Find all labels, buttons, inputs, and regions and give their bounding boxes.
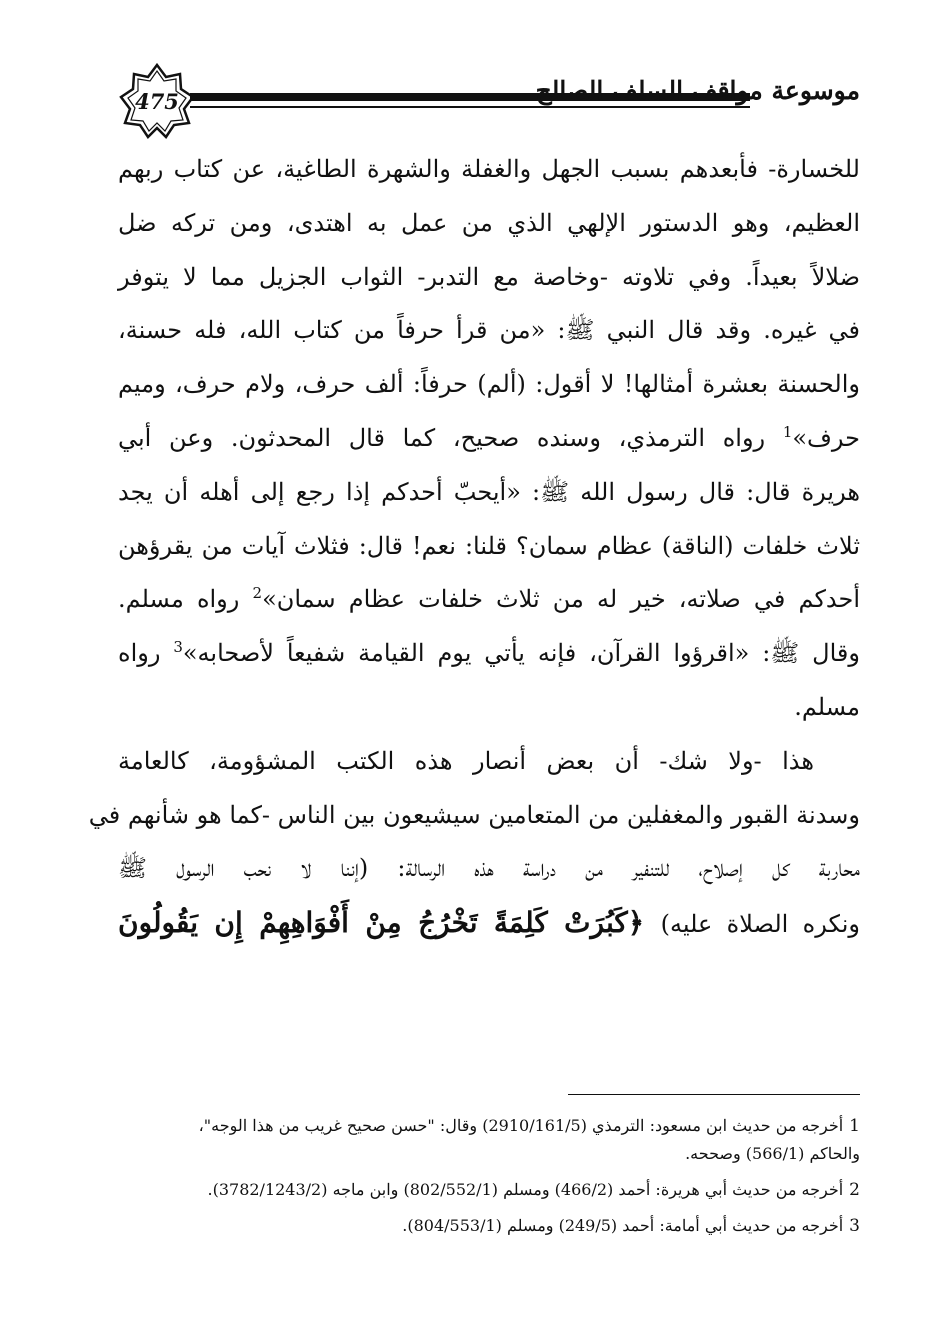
text-line xyxy=(118,573,860,627)
text-line: في غيره. وقد قال النبي ﷺ: «من قرأ حرفاً من كتاب الله، فله حسنة، xyxy=(118,316,861,345)
text-line: محاربة كل إصلاح، للتنفير من دراسة هذه الرسالة: (إننا لا نحب الرسول ﷺ xyxy=(118,854,860,883)
header-rule-thin xyxy=(190,106,750,108)
footnote-number: 3 xyxy=(849,1216,860,1236)
page-header xyxy=(118,62,860,142)
footnote-ref: 3 xyxy=(173,638,183,657)
footnote-line xyxy=(118,1112,860,1140)
text-segment: ونكره الصلاة عليه) xyxy=(660,910,860,939)
text-line: هذا -ولا شك- أن بعض أنصار هذه الكتب المشؤومة، كالعامة xyxy=(118,746,814,775)
footnote-line xyxy=(118,1212,860,1240)
footnote-text: أخرجه من حديث أبي هريرة: أحمد (466/2) ومسلم (802/552/1) وابن ماجه (3782/1243/2). xyxy=(207,1180,844,1199)
text-line: مسلم. xyxy=(794,692,860,721)
footnote-ref: 2 xyxy=(252,584,263,603)
text-line: العظيم، وهو الدستور الإلهي الذي من عمل به اهتدى، ومن تركه ضل xyxy=(118,208,860,237)
footnote-line: والحاكم (566/1) وصححه. xyxy=(685,1144,860,1163)
text-segment: أحدكم في صلاته، خير له من ثلاث خلفات عظام سمان» xyxy=(262,585,860,614)
text-segment: رواه مسلم. xyxy=(118,585,240,614)
text-line: ضلالاً بعيداً. وفي تلاوته -وخاصة مع التدبر- الثواب الجزيل مما لا يتوفر xyxy=(118,262,860,291)
page-number: 475 xyxy=(135,88,179,114)
text-line xyxy=(118,627,860,681)
text-segment: وقال ﷺ: «اقرؤوا القرآن، فإنه يأتي يوم القيامة شفيعاً لأصحابه» xyxy=(182,639,860,668)
quran-verse: ﴿كَبُرَتْ كَلِمَةً تَخْرُجُ مِنْ أَفْوَاهِهِمْ إِن يَقُولُونَ xyxy=(118,906,645,940)
text-line: للخسارة- فأبعدهم بسبب الجهل والغفلة والشهرة الطاغية، عن كتاب ربهم xyxy=(118,155,860,183)
series-title: موسوعة مواقف السلف الصالح xyxy=(535,76,860,105)
footnote-separator xyxy=(568,1094,860,1095)
footnote-ref: 1 xyxy=(782,422,793,441)
footnote-number: 1 xyxy=(849,1116,860,1136)
text-line: والحسنة بعشرة أمثالها! لا أقول: (ألم) حرفاً: ألف حرف، ولام حرف، وميم xyxy=(118,370,860,399)
footnote-number: 2 xyxy=(849,1180,860,1200)
text-line xyxy=(118,896,860,950)
text-line: ثلاث خلفات (الناقة) عظام سمان؟ قلنا: نعم! قال: فثلاث آيات من يقرؤهن xyxy=(118,531,861,560)
text-segment: رواه xyxy=(118,639,161,668)
footnote-text: أخرجه من حديث أبي أمامة: أحمد (249/5) ومسلم (804/553/1). xyxy=(402,1216,844,1235)
text-line xyxy=(118,412,860,466)
text-line: هريرة قال: قال رسول الله ﷺ: «أيحبّ أحدكم إذا رجع إلى أهله أن يجد xyxy=(118,477,860,506)
text-segment: حرف» xyxy=(792,423,860,452)
page-number-badge xyxy=(118,62,196,140)
footnote-text: أخرجه من حديث ابن مسعود: الترمذي (2910/161/5) وقال: "حسن صحيح غريب من هذا الوجه"، xyxy=(198,1116,844,1135)
main-text xyxy=(88,143,861,950)
footnotes xyxy=(118,1112,860,1248)
footnote xyxy=(118,1112,860,1168)
footnote xyxy=(118,1212,860,1240)
footnote-line xyxy=(118,1176,860,1204)
text-line: وسدنة القبور والمغفلين من المتعامين سيشيعون بين الناس -كما هو شأنهم في xyxy=(88,800,860,829)
text-segment: رواه الترمذي، وسنده صحيح، كما قال المحدثون. وعن أبي xyxy=(118,423,766,452)
footnote xyxy=(118,1176,860,1204)
paragraph xyxy=(88,735,860,950)
